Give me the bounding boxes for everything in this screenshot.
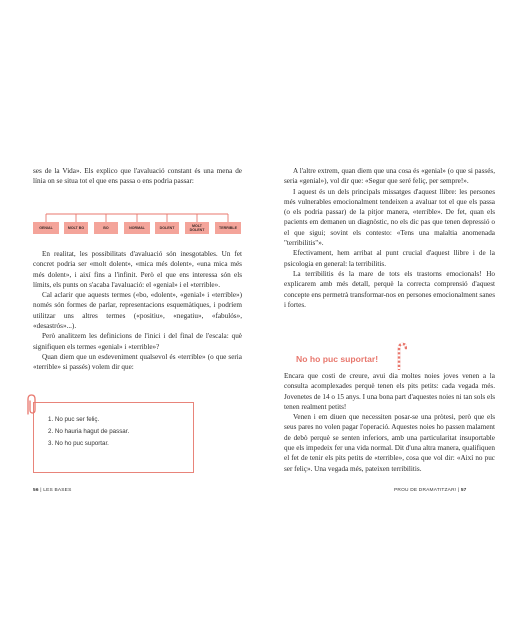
right-paragraph-3: Efectivament, hem arribat al punt crucial d'aquest llibre i de la psicologia en general: la terribilitis. [284, 249, 495, 268]
evaluation-scale-diagram [33, 212, 242, 238]
terrible-definition-box [33, 402, 194, 473]
right-body-text [284, 166, 495, 310]
scale-box-molt-bo: MOLT BO [64, 222, 88, 234]
candy-cane-icon [395, 342, 407, 370]
terrible-definition-list [48, 414, 129, 449]
left-paragraph-1: ses de la Vida». Els explico que l'avaluació constant és una mena de línia on se situa tot el que ens passa o ens podria passar: [33, 167, 242, 186]
footer-divider: | [457, 488, 461, 493]
right-footer [394, 488, 467, 493]
section-heading: No ho puc suportar! [296, 354, 379, 364]
right-section-text [284, 371, 495, 474]
left-paragraph-3: Cal aclarir que aquests termes («bo, «dolent», «genial» i «terrible») només són formes de parlar, representacions esquemàtiques, i podríem utilitzar uns altres termes («positiu», «negatiu», «fabulós», «desastrós»...). [33, 291, 242, 331]
right-paragraph-6: Venen i em diuen que necessiten posar-se una pròtesi, però que els seus pares no volen pagar l'operació. Aquestes noies ho passen malament de debò perquè se senten inferiors, amb una particularitat insuportable que els impedeix fer una vida normal. Dit d'una altra manera, qualifiquen el fet de tenir els pits petits de «terrible», cosa que vol dir: «Així no puc ser feliç». Una vegada més, pateixen terribilitis. [284, 413, 495, 473]
page-number-right: 57 [460, 488, 467, 493]
left-body-text [33, 249, 242, 373]
left-paragraph-5: Quan diem que un esdeveniment qualsevol és «terrible» (o que seria «terrible» si passés) volem dir que: [33, 352, 242, 372]
scale-box-terrible: TERRIBLE [215, 222, 241, 234]
list-item: 1. No puc ser feliç. [48, 416, 100, 423]
right-paragraph-2: I aquest és un dels principals missatges d'aquest llibre: les persones més vulnerables emocionalment tendeixen a avaluar tot el que els passa (o els podria passar) de la pitjor manera, «terrible». De fet, quan els pacients em demanen un diagnòstic, no els dic pas que tenen depressió o el que sigui; sovint els contesto: «Tens una malaltia anomenada "terribilitis"». [284, 187, 495, 248]
list-item: 2. No hauria hagut de passar. [48, 427, 130, 435]
left-footer [33, 488, 71, 493]
right-paragraph-4: La terribilitis és la mare de tots els trastorns emocionals! Ho explicarem amb més detall, perquè la correcta comprensió d'aquest concepte ens permetrà transformar-nos en persones emocionalment sanes i fortes. [284, 269, 495, 309]
scale-box-molt-dolent: MOLT DOLENT [185, 222, 209, 234]
scale-box-normal: NORMAL [124, 222, 150, 234]
page-number-left: 56 [33, 488, 39, 493]
scale-box-bo: BO [94, 222, 118, 234]
scale-box-dolent: DOLENT [155, 222, 179, 234]
left-paragraph-2: En realitat, les possibilitats d'avaluació són inesgotables. Un fet concret podria ser «molt dolent», «mica més dolent», «una mica més més dolent», i així fins a l'infinit. Però el que ens interessa són els límits, els punts on s'acaba l'avaluació: el «genial» i el «terrible». [33, 250, 242, 289]
list-item: 3. No ho puc suportar. [48, 439, 109, 447]
scale-box-genial: GENIAL [33, 222, 59, 234]
right-paragraph-1: A l'altre extrem, quan diem que una cosa és «genial» (o que si passés, seria «genial»), vol dir que: «Segur que seré feliç, per sempre!». [284, 167, 495, 186]
right-paragraph-5: Encara que costi de creure, avui dia moltes noies joves venen a la consulta acomplexades perquè tenen els pits petits: cada vegada més. Jovenetes de 14 o 15 anys. I una bona part d'aquestes noies ni tan sols els tenen realment petits! [284, 372, 495, 411]
left-intro-text [33, 166, 242, 187]
section-name-right: PROU DE DRAMATITZAR! [394, 488, 457, 493]
left-paragraph-4: Però analitzem les definicions de l'inici i del final de l'escala: què signifiquen els termes «genial» i «terrible»? [33, 332, 242, 351]
footer-divider: | [40, 488, 44, 493]
section-name-left: LES BASES [43, 488, 72, 493]
right-page [258, 0, 516, 640]
paperclip-icon [24, 394, 38, 416]
